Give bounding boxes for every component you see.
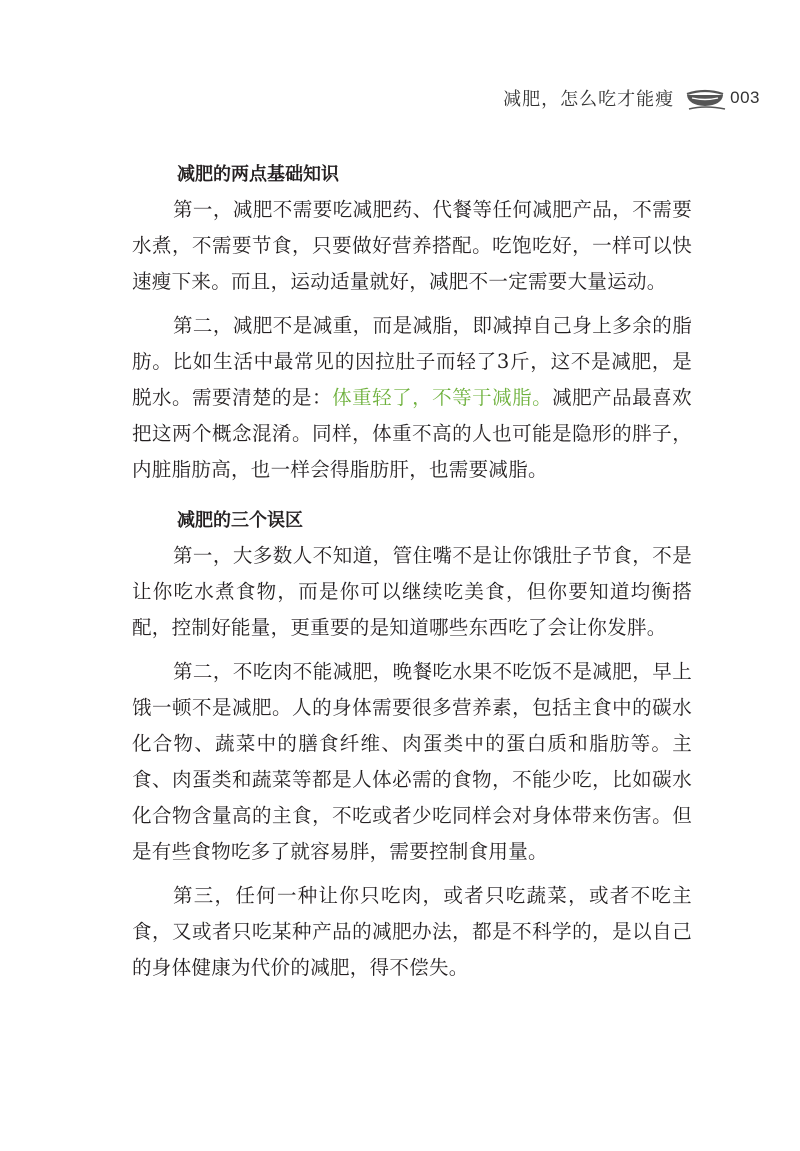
main-content	[132, 160, 692, 1004]
paragraph-text: 第二，减肥不是减重，而是减脂，即减掉自己身上多余的脂肪。比如生活中最常见的因拉肚子而轻了3斤，这不是减肥，是脱水。需要清楚的是：	[132, 314, 692, 409]
paragraph: 第一，减肥不需要吃减肥药、代餐等任何减肥产品，不需要水煮，不需要节食，只要做好营养搭配。吃饱吃好，一样可以快速瘦下来。而且，运动适量就好，减肥不一定需要大量运动。	[132, 198, 692, 293]
running-header	[503, 84, 760, 112]
chapter-title: 减肥，怎么吃才能瘦	[503, 89, 675, 110]
paragraph: 第三，任何一种让你只吃肉，或者只吃蔬菜，或者不吃主食，又或者只吃某种产品的减肥办法，都是不科学的，是以自己的身体健康为代价的减肥，得不偿失。	[132, 884, 692, 979]
section-misconceptions	[132, 506, 692, 986]
paragraph: 第二，不吃肉不能减肥，晚餐吃水果不吃饭不是减肥，早上饿一顿不是减肥。人的身体需要很多营养素，包括主食中的碳水化合物、蔬菜中的膳食纤维、肉蛋类中的蛋白质和脂肪等。主食、肉蛋类和蔬菜等都是人体必需的食物，不能少吃，比如碳水化合物含量高的主食，不吃或者少吃同样会对身体带来伤害。但是有些食物吃多了就容易胖，需要控制食用量。	[132, 660, 692, 863]
highlighted-text: 体重轻了，不等于减脂。	[332, 386, 553, 409]
paragraph: 第一，大多数人不知道，管住嘴不是让你饿肚子节食，不是让你吃水煮食物，而是你可以继续吃美食，但你要知道均衡搭配，控制好能量，更重要的是知道哪些东西吃了会让你发胖。	[132, 544, 692, 639]
paragraph-text: 减肥产品最喜欢把这两个概念混淆。同样，体重不高的人也可能是隐形的胖子，内脏脂肪高，也一样会得脂肪肝，也需要减脂。	[132, 386, 692, 481]
section-heading: 减肥的两点基础知识	[177, 164, 339, 185]
page-number: 003	[730, 88, 760, 107]
section-basics	[132, 160, 692, 488]
section-heading: 减肥的三个误区	[177, 510, 303, 531]
paragraph	[132, 308, 692, 488]
bowl-icon	[684, 85, 726, 111]
